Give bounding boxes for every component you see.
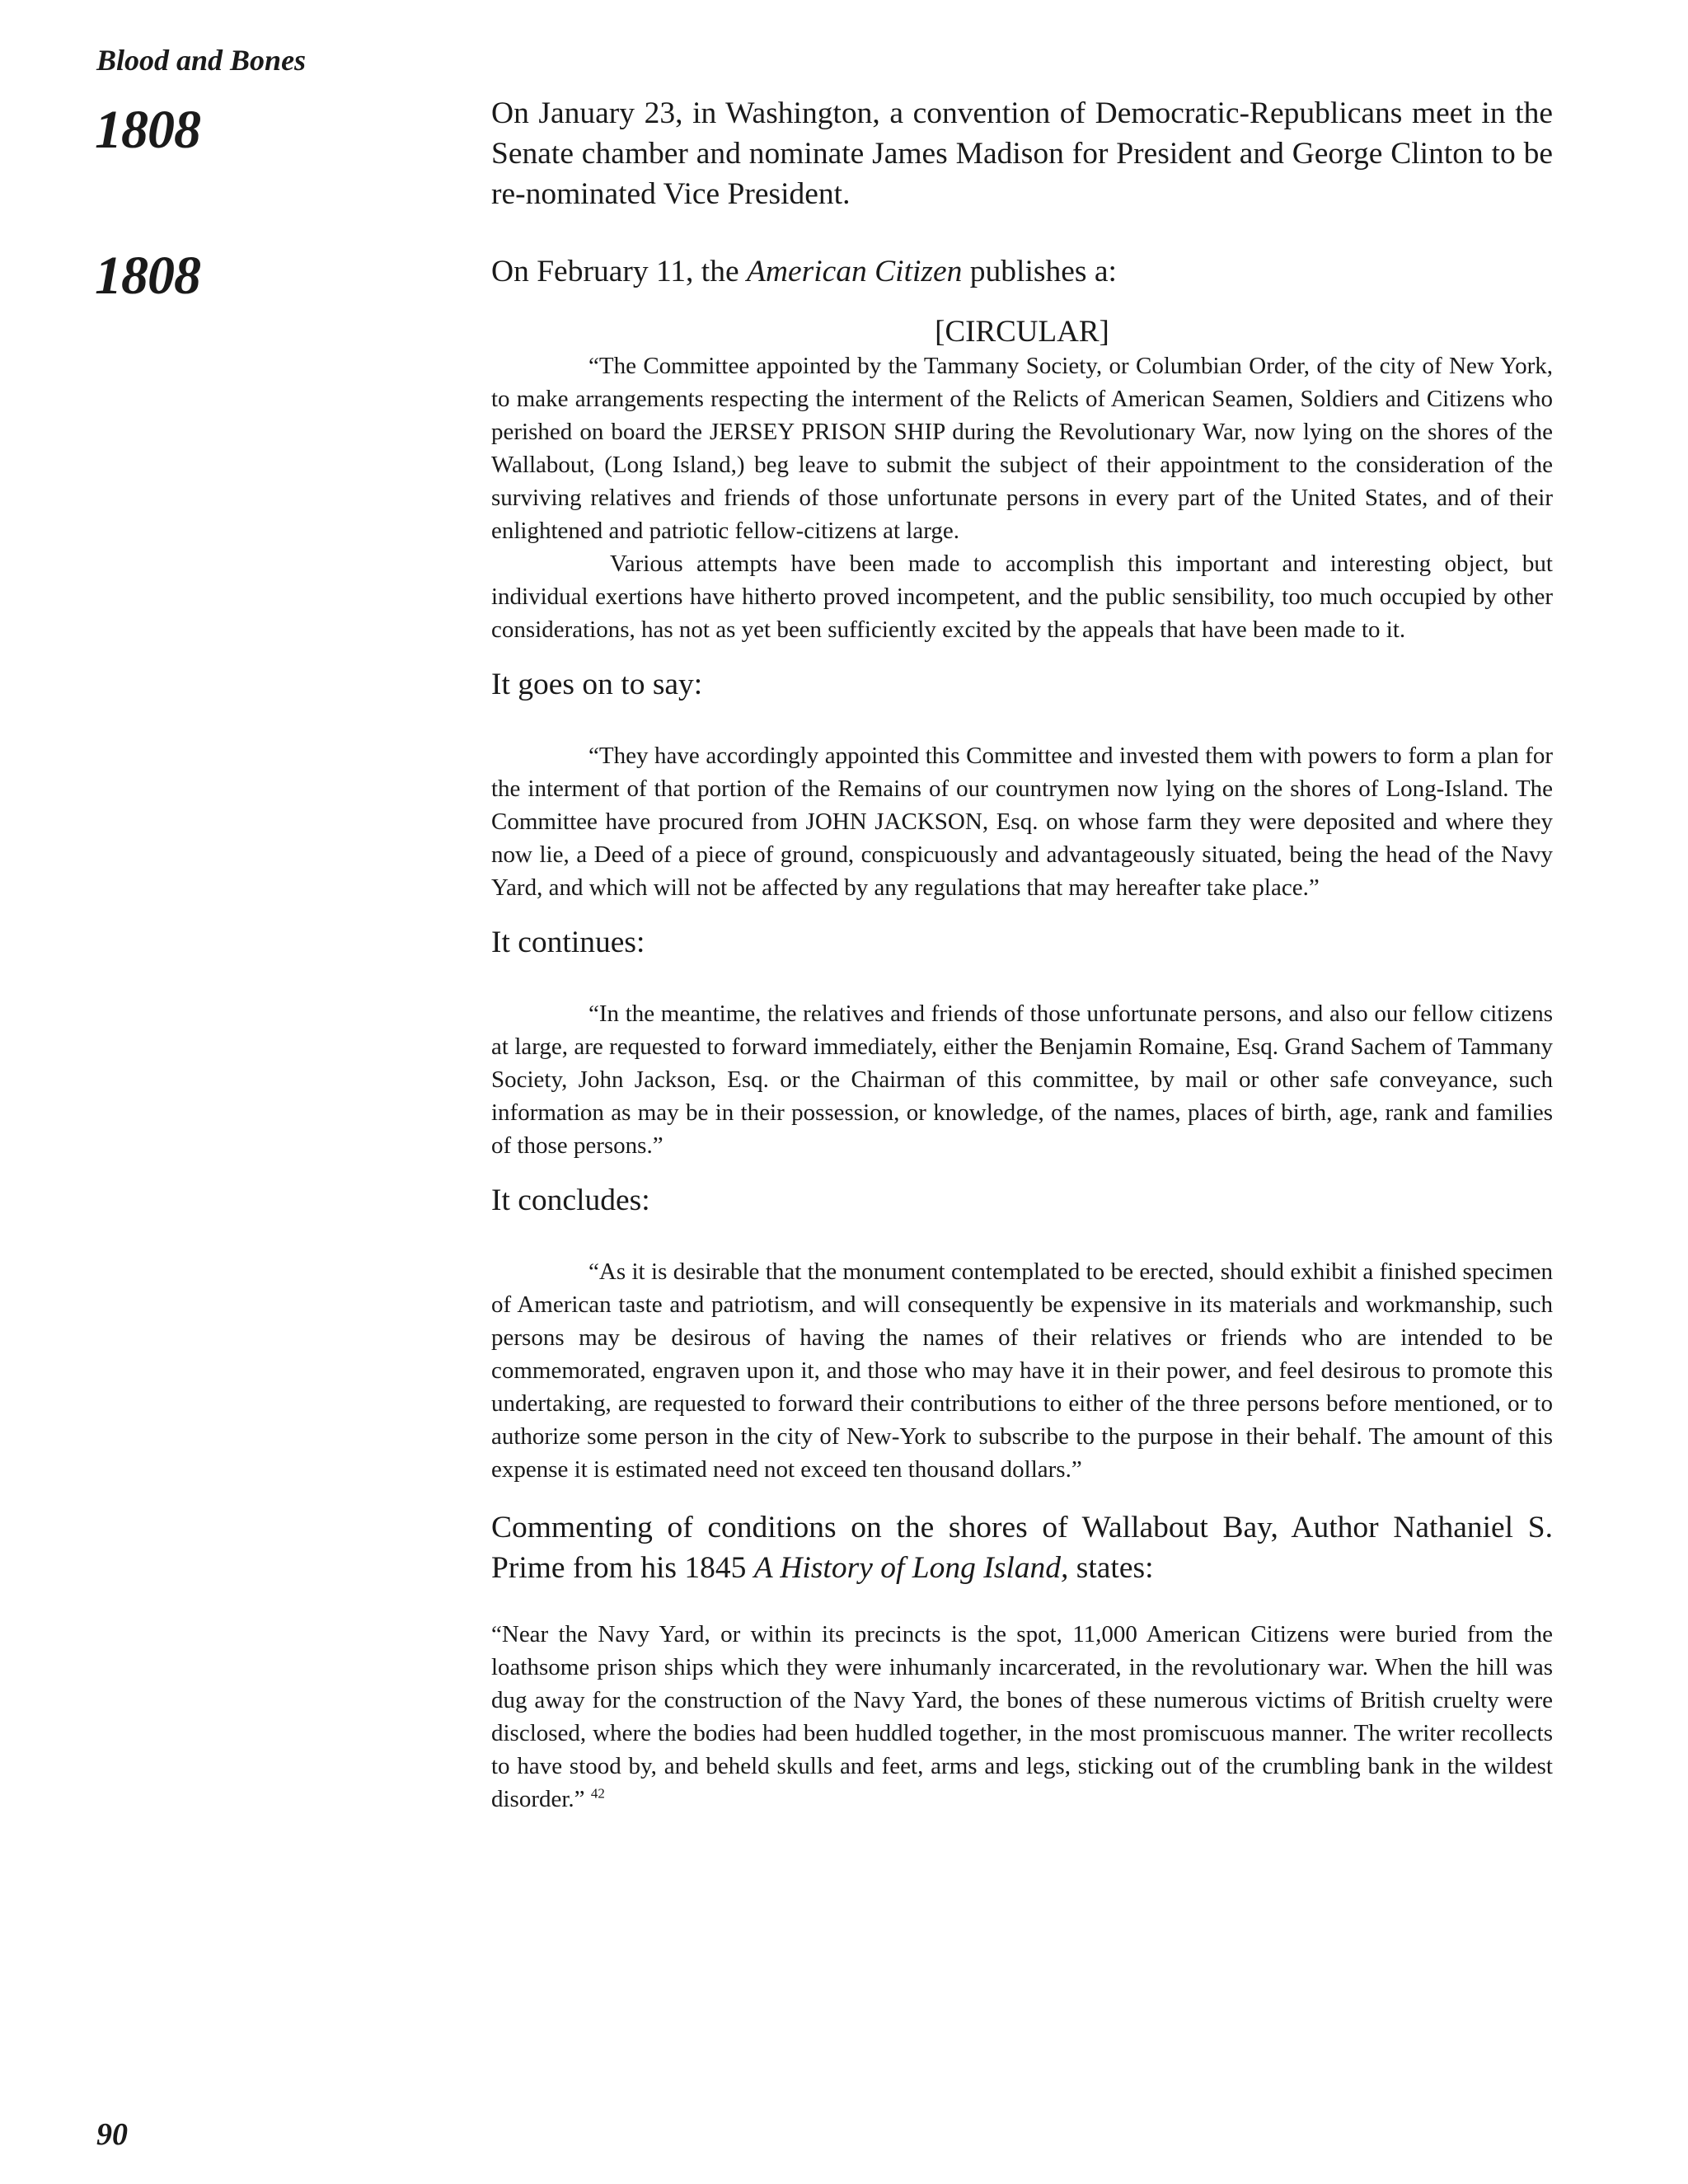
quote-paragraph: Various attempts have been made to accomplish this important and interesting object, but individual exertions have hitherto proved incompetent, and the public sensibility, too much occupied by other considerations, has not as yet been sufficiently excited by the appeals that have been made to it. [491,551,1553,643]
paragraph [491,1507,1553,1588]
text-run: Commenting of conditions on the shores of Wallabout Bay, Author Nathaniel S. Prime from his 1845 [491,1511,1553,1585]
main-text [491,93,1553,1816]
text-run: On February 11, the [491,255,747,288]
quote-paragraph: “The Committee appointed by the Tammany Society, or Columbian Order, of the city of New York, to make arrangements respecting the interment of the Relicts of American Seamen, Soldiers and Citizens who perished on board the JERSEY PRISON SHIP during the Revolutionary War, now lying on the shores of the Wallabout, (Long Island,) beg leave to submit the subject of their appointment to the consideration of the surviving relatives and friends of those unfortunate persons in every part of the United States, and of their enlightened and patriotic fellow-citizens at large. [491,353,1553,544]
quote-text: “Near the Navy Yard, or within its precincts is the spot, 11,000 American Citizens were buried from the loathsome prison ships which they were inhumanly incarcerated, in the revolutionary war. When the hill was dug away for the construction of the Navy Yard, the bones of these numerous victims of British cruelty were disclosed, where the bodies had been huddled together, in the most promiscuous manner. The writer recollects to have stood by, and beheld skulls and feet, arms and legs, sticking out of the crumbling bank in the wildest disorder.” [491,1621,1553,1812]
paragraph: On January 23, in Washington, a convention of Democratic-Republicans meet in the Senate chamber and nominate James Madison for President and George Clinton to be re-nominated Vice President. [491,96,1553,211]
paragraph: It concludes: [491,1183,650,1217]
quote-paragraph: “In the meantime, the relatives and friends of those unfortunate persons, and also our fellow citizens at large, are requested to forward immediately, either the Benjamin Romaine, Esq. Grand Sachem of Tammany Society, John Jackson, Esq. or the Chairman of this committee, by mail or other safe conveyance, such information as may be in their possession, or knowledge, of the names, places of birth, age, rank and families of those persons.” [491,1001,1553,1159]
footnote-marker: 42 [590,1785,605,1802]
year-heading: 1808 [95,246,200,306]
quote-paragraph: “As it is desirable that the monument contemplated to be erected, should exhibit a finished specimen of American taste and patriotism, and will consequently be expensive in its materials and workmanship, such persons may be desirous of having the names of their relatives or friends who are intended to be commemorated, engraven upon it, and those who may have it in their power, and feel desirous to promote this undertaking, are requested to forward their contributions to either of the three persons before mentioned, or to authorize some person in the city of New-York to subscribe to the purpose in their behalf. The amount of this expense it is estimated need not exceed ten thousand dollars.” [491,1258,1553,1483]
quote-paragraph [491,1618,1553,1816]
year-heading: 1808 [95,100,200,160]
paragraph [491,251,1553,292]
text-run: publishes a: [962,255,1117,288]
page-number: 90 [96,2117,128,2152]
text-run: states: [1068,1551,1154,1585]
running-head: Blood and Bones [96,44,307,77]
quote-paragraph: “They have accordingly appointed this Committee and invested them with powers to form a plan for the interment of that portion of the Remains of our countrymen now lying on the shores of Long-Island. The Committee have procured from JOHN JACKSON, Esq. on whose farm they were deposited and where they now lie, a Deed of a piece of ground, conspicuously and advantageously situated, being the head of the Navy Yard, and which will not be affected by any regulations that may hereafter take place.” [491,743,1553,901]
book-title: A History of Long Island, [753,1551,1069,1585]
paragraph: It continues: [491,926,645,959]
paragraph: It goes on to say: [491,668,703,701]
circular-heading: [CIRCULAR] [935,315,1109,349]
newspaper-title: American Citizen [747,255,963,288]
